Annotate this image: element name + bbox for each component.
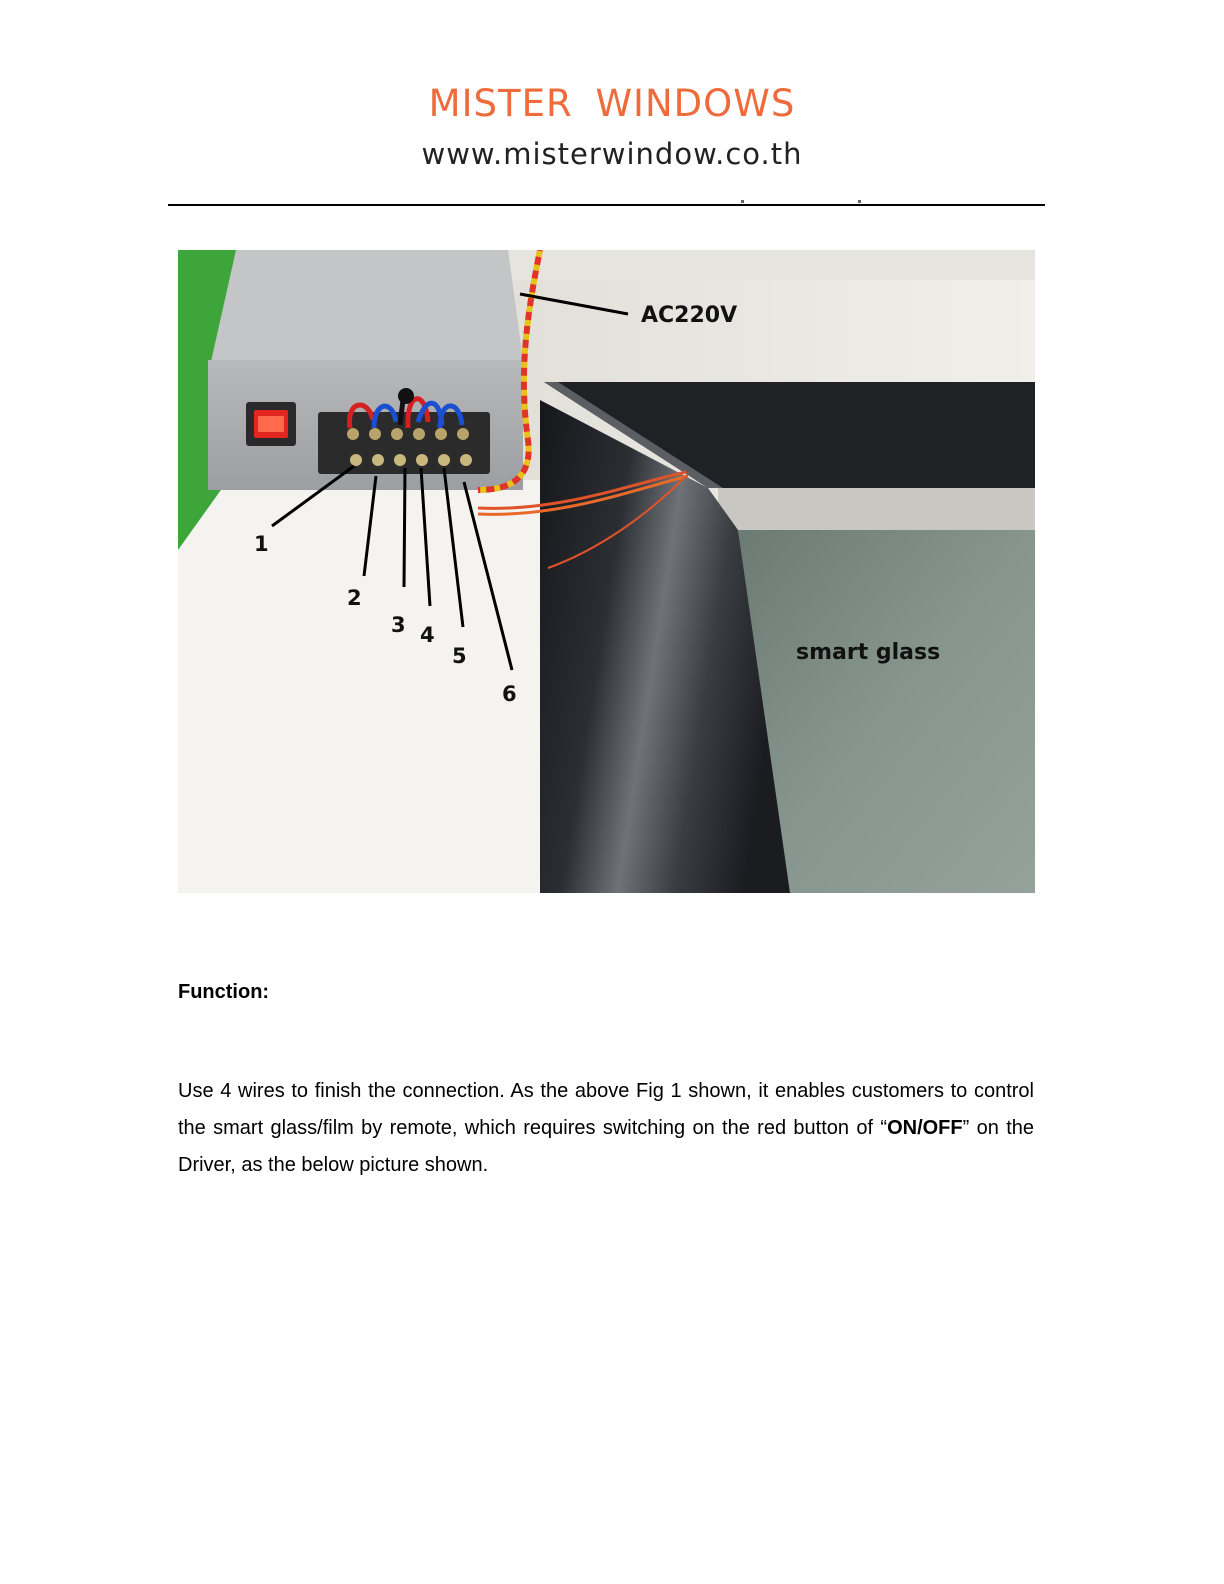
header-rule	[168, 204, 1045, 206]
rule-tick	[741, 200, 744, 203]
photo-shelf	[498, 250, 1035, 280]
photo-illustration	[178, 250, 1035, 893]
terminal-label-1: 1	[254, 532, 269, 556]
terminal-label-6: 6	[502, 682, 517, 706]
window-frame-lip	[718, 488, 1035, 530]
terminal-label-2: 2	[347, 586, 362, 610]
paragraph-text-start: Use 4 wires to finish the connection. As the above Fig 1 shown, it enables customers to control the smart glass/film by remote, which requires switching on the red button of “	[178, 1080, 1034, 1139]
driver-box	[208, 250, 523, 490]
smart-glass-label: smart glass	[796, 640, 941, 665]
section-heading: Function:	[178, 981, 270, 1003]
header-brand: MISTER WINDOWS	[428, 82, 796, 125]
smart-glass-pane	[738, 530, 1035, 893]
header-url: www.misterwindow.co.th	[421, 137, 803, 171]
terminal-label-5: 5	[452, 644, 467, 668]
rule-tick	[858, 200, 861, 203]
terminal-label-3: 3	[391, 613, 406, 637]
photo-table-surface	[178, 480, 540, 893]
function-paragraph	[178, 1073, 1034, 1184]
driver-wiring-photo	[178, 250, 1035, 893]
terminal-label-4: 4	[420, 623, 435, 647]
paragraph-text-end: ” on the Driver, as the below picture shown.	[178, 1117, 1035, 1176]
ac220v-label: AC220V	[641, 303, 738, 328]
on-off-emphasis: ON/OFF	[887, 1117, 963, 1139]
